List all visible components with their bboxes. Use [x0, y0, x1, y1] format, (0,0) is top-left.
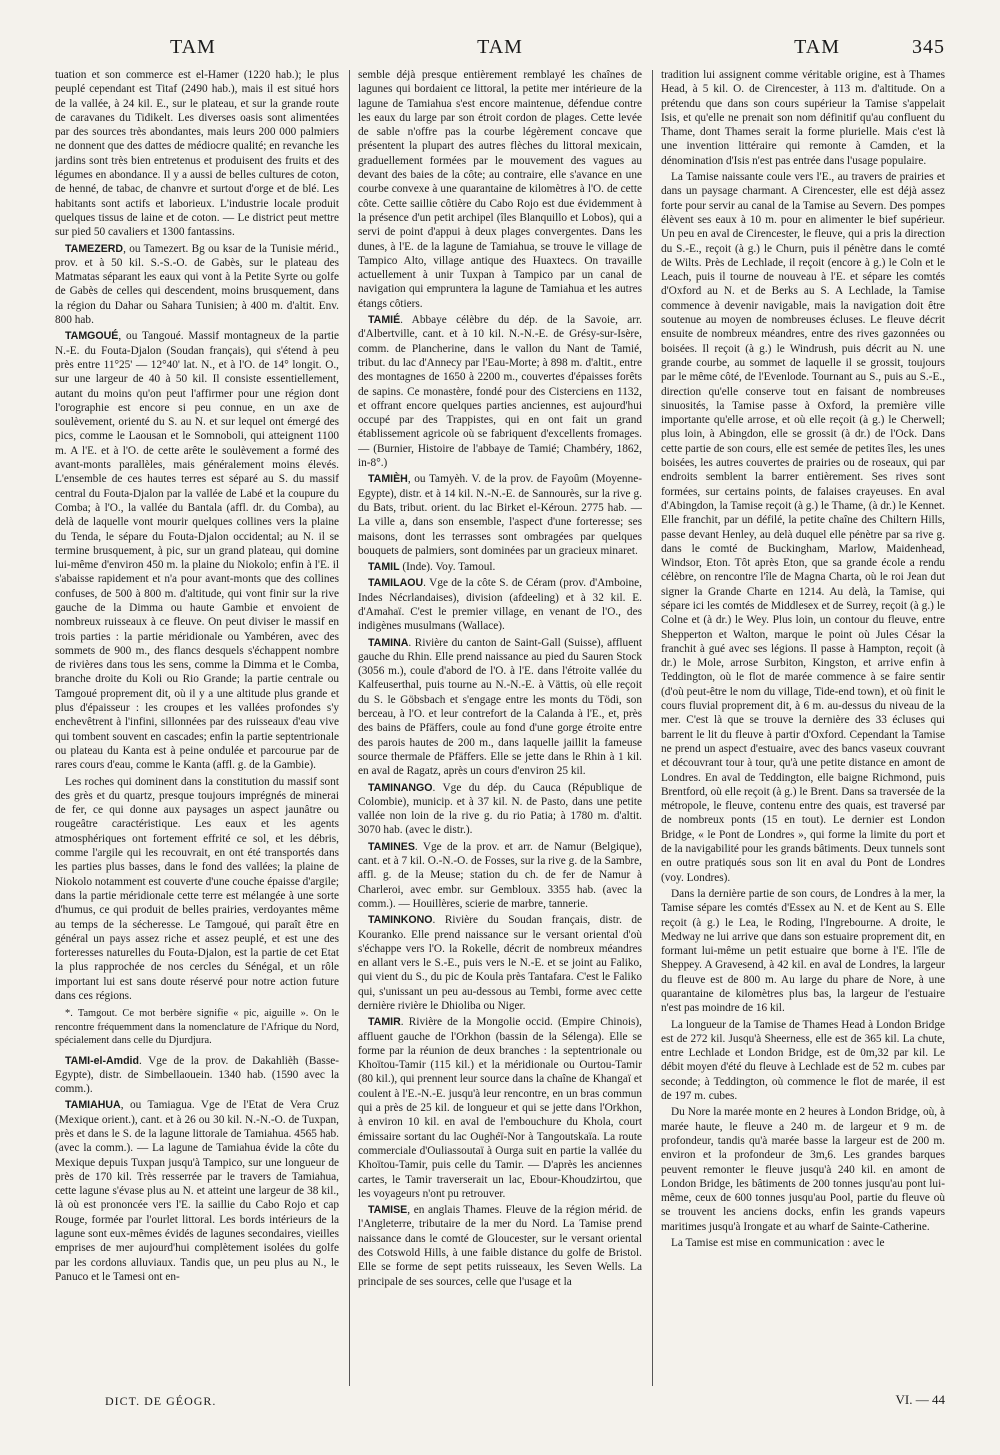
entry-text: La Tamise est mise en communication : avec le [671, 1237, 885, 1250]
entry-note [55, 1007, 339, 1047]
entry-text: . Abbaye célèbre du dép. de la Savoie, arr. d'Albertville, cant. et à 10 kil. N.-N.-E. de Grésy-sur-Isère, comm. de Plancherine, dans le vallon du Nant de Tamié, tribut. du lac d'Annecy par l'Eau-Morte; à 898 m. d'altit., entre des montagnes de 1650 à 2200 m., couvertes d'épaisses forêts de sapins. Ce monastère, fondé pour des Cisterciens en 1132, et offrant encore quelques parties anciennes, est aujourd'hui occupé par des Trappistes, qui en ont fait un grand établissement agricole où se fabriquent d'excellents fromages. — (Burnier, Histoire de l'abbaye de Tamié; Chambéry, 1862, in-8°.) [358, 314, 642, 470]
entry-text: . Vge de la prov. et arr. de Namur (Belgique), cant. et à 7 kil. O.-N.-O. de Fosses, sur la rive g. de la Sambre, affl. g. de la Meuse; station du ch. de fer de Namur à Charleroi, avec embr. sur Gembloux. 3355 hab. (avec la comm.). — Houillères, scierie de marbre, tannerie. [358, 840, 642, 910]
page-footer [55, 1392, 945, 1416]
dictionary-entry [358, 472, 642, 558]
dictionary-entry [55, 242, 339, 328]
entry-headword: TAMEZERD [65, 242, 124, 255]
entry-headword: TAMILAOU [368, 577, 424, 590]
entry-headword: TAMIL [368, 561, 400, 574]
entry-headword: TAMISE [368, 1204, 408, 1217]
entry-headword: TAMINA [368, 636, 409, 649]
entry-text: *. Tamgout. Ce mot berbère signifie « pic, aiguille ». On le rencontre fréquemment dans la nomenclature de l'Afrique du Nord, spécialement dans celle du Djurdjura. [55, 1008, 339, 1047]
entry-headword: TAMI-el-Amdid [65, 1054, 139, 1067]
entry-paragraph [55, 68, 339, 240]
entry-paragraph [661, 887, 945, 1016]
dictionary-entry [358, 636, 642, 779]
entry-text: . Vge du dép. du Cauca (République de Colombie), municip. et à 37 kil. N. de Pasto, dans une petite vallée non loin de la rive g. du rio Patia; à 1780 m. d'altit. 3070 hab. (avec le distr.). [358, 781, 642, 837]
dictionary-entry [358, 781, 642, 838]
entry-paragraph [661, 1018, 945, 1104]
entry-paragraph [661, 1236, 945, 1250]
header-center-word: TAM [477, 36, 523, 58]
dictionary-entry [358, 913, 642, 1013]
column-2 [358, 68, 642, 1388]
entry-headword: TAMINES [368, 840, 415, 853]
entry-paragraph [661, 68, 945, 168]
entry-text: , en anglais Thames. Fleuve de la région mérid. de l'Angleterre, tributaire de la mer du Nord. La Tamise prend naissance dans le comté de Gloucester, sur le versant oriental des Cotswold Hills, à une faible distance du golfe de Bristol. Elle se forme de sept petits ruisseaux, les Seven Wells. La principale de ses sources, celle que l'usage et la [358, 1204, 642, 1288]
entry-text: . Rivière du Soudan français, distr. de Kouranko. Elle prend naissance sur le versant oriental d'où s'échappe vers l'O. la Rokelle, décrit de nombreux méandres en allant vers le S.-E., puis vers le N.-E. et se joint au Faliko, qui vient du S., du pic de Koula près Tantafara. C'est le Faliko qui, s'unissant un peu au-dessous au Tembi, forme avec cette dernière rivière le Dhioliba ou Niger. [358, 914, 642, 1012]
column-1 [55, 68, 339, 1388]
dictionary-entry [358, 576, 642, 633]
entry-text: , ou Tamezert. Bg ou ksar de la Tunisie mérid., prov. et à 50 kil. S.-S.-O. de Gabès, sur le plateau des Matmatas séparant les eaux qui vont à la Petite Syrte ou golfe de Gabès de celles qui descendent, moins brusquement, dans la région du Dahar ou Sahara Tunisien; à 400 m. d'altit. Env. 800 hab. [55, 242, 339, 327]
entry-paragraph [661, 170, 945, 885]
entry-text: semble déjà presque entièrement remblayé les chaînes de lagunes qui bordaient ce littoral, la petite mer intérieure de la lagune de Tamiahua s'est encore maintenue, défendue contre les eaux du large par son étroit cordon de plages. Cette levée de sable n'offre pas la courbe légèrement concave que présentent la plupart des autres flèches du littoral mexicain, graduellement formées par le mouvement des vagues au devant des baies de la côte; au contraire, elle s'avance en une courbe convexe à une quarantaine de kilomètres à l'O. de cette côte. Cette saillie côtière du Cabo Rojo est due évidemment à la présence d'un petit archipel (îles Blanquillo et Lobos), qui a servi de point d'appui à deux plages convergentes. Dans les dunes, à l'E. de la lagune de Tamiahua, se trouve le village de Tampico Alto, village antique des Huaxtecs. On travaille actuellement à unir Tuxpan à Tampico par un canal de navigation qui emprunterа la lagune de Tamiahua et les autres étangs côtiers. [358, 69, 642, 310]
dictionary-entry [358, 1015, 642, 1201]
entry-paragraph [55, 775, 339, 1004]
page-number: 345 [912, 36, 945, 58]
entry-headword: TAMINKONO [368, 914, 433, 927]
entry-text: . Rivière de la Mongolie occid. (Empire Chinois), affluent gauche de l'Orkhon (bassin de la Sélenga). Elle se forme par la réunion de deux branches : la septentrionale ou Khoïtou-Tamir (115 kil.) et la méridionale ou Ourtou-Tamir (80 kil.), qui prennent leur source dans la chaîne de Khangaï et coulent à l'E.-N.-E. jusqu'à leur rencontre, en un bras commun qui a près de 25 kil. de longueur et qui se jette dans l'Orkhon, à environ 10 kil. en aval de l'embouchure du Khola, court émissaire sortant du lac Oughéï-Nor à Tangoutskaïa. La route commerciale d'Ouliassoutaï à Ourga suit en partie la vallée du Khoïtou-Tamir, puis celle du Tamir. — D'après les anciennes cartes, le Tamir traverserait un lac, Ebour-Khoudzirtou, que les voyageurs n'ont pu retrouver. [358, 1016, 642, 1200]
dictionary-entry [358, 840, 642, 911]
entry-text: tuation et son commerce est el-Hamer (1220 hab.); le plus peuplé cependant est Titaf (2490 hab.), mais il est situé hors de la vallée, à 24 kil. E., sur le plateau, et sur la grande route de caravanes du Tidikelt. Les diverses oasis sont alimentées par des sources très abondantes, mais leurs 200 000 palmiers ne donnent que des dattes de médiocre qualité; en revanche les jardins sont très bien entretenus et produisent des fruits et des légumes en abondance. Il y a aussi de belles cultures de coton, de henné, de tabac, de chanvre et surtout d'orge et de blé. Les habitants sont actifs et laborieux. L'industrie locale produit quelques tissus de laine et de coton. — Le district peut mettre sur pied 50 cavaliers et 1300 fantassins. [55, 69, 339, 239]
dictionary-entry [55, 1054, 339, 1097]
footer-signature: DICT. DE GÉOGR. [105, 1394, 217, 1408]
entry-paragraph [661, 1105, 945, 1234]
entry-text: La Tamise naissante coule vers l'E., au travers de prairies et dans un paysage charmant. A Cirencester, elle est déjà assez forte pour servir au canal de la Tamise au Severn. Des pompes élèvent ses eaux à 10 m. pour en alimenter le bief supérieur. Un peu en aval de Cirencester, le fleuve, qui a pris la direction du S.-E., reçoit (à g.) le Churn, puis il pénètre dans le comté de Wilts. Près de Lechlade, il reçoit (encore à g.) le Coln et le Leach, puis il tourne de nouveau à l'E. et sépare les comtés d'Oxford au N. et de Berks au S. A Lechlade, la Tamise commence à devenir navigable, mais la navigation doit être soutenue au moyen de nombreuses écluses. Le fleuve décrit ensuite de nombreux méandres, entre des rives gazonnées ou boisées. Il reçoit (à g.) le Windrush, puis décrit au N. une grande courbe, au sommet de laquelle il se grossit, toujours par le même côté, de l'Evenlode. Tournant au S., puis au S.-E., direction qu'elle conserve tout en faisant de nombreuses sinuosités, la Tamise passe à Oxford, la première ville importante qu'elle arrose, et où elle reçoit (à g.) le Cherwell; plus loin, à Abingdon, elle se grossit (à dr.) de l'Ock. Dans cette partie de son cours, elle est semée de petites îles, les unes boisées, les autres couvertes de prairies ou de roseaux, qui par endroits semblent la barrer entièrement. Ses rives sont formées, sur certains points, de falaises crayeuses. En aval d'Abingdon, la Tamise reçoit (à g.) le Thame, (à dr.) le Kennet. Elle franchit, par un défilé, la petite chaîne des Chiltern Hills, passe devant Henley, au delà duquel elle pénètre par sa rive g. dans le comté de Buckingham, Marlow, Maidenhead, Windsor, Eton. Tôt après Eton, que sa grande école a rendu célèbre, on rencontre l'île de Magna Charta, où le roi Jean dut signer la Grande Charte en 1214. Au delà, la Tamise, qui sépare ici les comtés de Middlesex et de Surrey, reçoit (à g.) le Colne et (à dr.) le Wey. Plus loin, un contour du fleuve, entre Shepperton et Walton, marque le point où Jules César la franchit à gué avec ses légions. Il passe à Hampton, reçoit (à dr.) le Mole, arrose Surbiton, Kingston, et arrive enfin à Teddington, où le flot de marée commence à se faire sentir (d'où peut-être le nom du village, Tide-end town), et où finit le cours fluvial proprement dit, à 6 m. au-dessus du niveau de la mer. C'est là que se trouve la dernière des 33 écluses qui barrent le lit du fleuve à partir d'Oxford. Cependant la Tamise ne prend un aspect d'estuaire, avec des bancs vaseux couvrant et découvrant tour à tour, qu'à une petite distance en amont de Londres. En aval de Teddington, elle baigne Richmond, puis Brentford, où elle reçoit (à g.) le Brent. Dans sa traversée de la métropole, le fleuve, contenu entre des quais, est traversé par de nombreux ponts (15 en tout). Le dernier est London Bridge, « le Pont de Londres », qui forme la limite du port et de la navigabilité pour les grands bâtiments. Deux tunnels sont en outre pratiqués sous son lit en aval du Pont de Londres (voy. Londres). [661, 171, 945, 884]
entry-text: , ou Tangoué. Massif montagneux de la partie N.-E. du Fouta-Djalon (Soudan français), qui s'étend à peu près entre 11°25' — 12°40' lat. N., et à l'O. de 14° longit. O., sur une largeur de 40 à 50 kil. Il consiste essentiellement, autant du moins qu'on peut l'affirmer pour une région dont l'orographie est encore si peu connue, en un axe de soulèvement, orienté du S. au N. et sur lequel ont émergé des pics, comme le Laousan et le Somnoboli, qui atteignent 1100 m. A l'E. et à l'O. de cette arête le soulèvement a formé des avant-monts parallèles, mais généralement moins élevés. L'ensemble de ces hautes terres est séparé au S. du massif central du Fouta-Djalon par la vallée de Labé et la coupure du Comba; à l'O., la vallée du Bantala (affl. dr. du Comba), au delà de laquelle vont mourir quelques collines vers la plaine du Tenda, le sépare du Fouta-Djalon occidental; au N. il se termine brusquement, à pic, sur un grand plateau, qui domine lui-même d'environ 450 m. la plaine du Niokolo; enfin à l'E. il s'abaisse rapidement et n'a pour avant-monts que des collines confuses, de 500 à 800 m. d'altitude, qui vont finir sur la rive gauche de la Dimma ou haute Gambie et envoient de nombreux ruisseaux à ce fleuve. On peut diviser le massif en trois parties : la partie méridionale ou Yambéren, avec des sommets de 900 m., des flancs desquels s'échappent nombre de rivières dans tous les sens, comme la Dimma et le Comba, branche droite du Koli ou Rio Grande; la partie centrale ou Tamgoué proprement dit, où il y a une altitude plus grande et plus d'épaisseur : les croupes et les vallées profondes s'y enchevêtrent à l'infini, sillonnées par des ruisseaux d'eau vive qui tombent souvent en cascades; enfin la partie septentrionale ou plateau du Kanta est à peine ondulée et parcourue par de rares cours d'eau, comme le Kanta (affl. g. de la Gambie). [55, 330, 339, 772]
dictionary-entry [55, 329, 339, 772]
entry-headword: TAMIÈH [368, 473, 408, 486]
entry-headword: TAMIR [368, 1016, 401, 1029]
header-right-word: TAM [794, 36, 840, 58]
entry-text: Du Nore la marée monte en 2 heures à London Bridge, où, à marée haute, le fleuve a 240 m. de largeur et 9 m. de profondeur, tandis qu'à marée basse la largeur est de 200 m. environ et la profondeur de 3m,6. Les grandes barques peuvent remonter le fleuve jusqu'à 240 kil. en amont de London Bridge, les bâtiments de 200 tonnes jusqu'au pont lui-même, ceux de 600 tonnes jusqu'au Pool, partie du fleuve où se trouvent les anciens docks, enfin les grands vapeurs maritimes jusqu'à Irongate et au wharf de Sainte-Catherine. [661, 1106, 945, 1233]
entry-text: , ou Tamyèh. V. de la prov. de Fayoûm (Moyenne-Egypte), distr. et à 14 kil. N.-N.-E. de Sannourès, sur la rive g. du Bats, tribut. orient. du lac Birket el-Kéroun. 2775 hab. — La ville a, dans son ensemble, l'aspect d'une forteresse; ses maisons, dont les terrasses sont ombragées par quelques bouquets de palmiers, sont dominées par un gracieux minaret. [358, 473, 642, 557]
text-columns [55, 68, 945, 1388]
entry-text: . Vge de la côte S. de Céram (prov. d'Amboine, Indes Nécrlandaises), division (afdeeling) et à 32 kil. E. d'Amahaï. C'est le premier village, en venant de l'O., des indigènes musulmans (Wallace). [358, 577, 642, 633]
entry-text: Dans la dernière partie de son cours, de Londres à la mer, la Tamise sépare les comtés d'Essex au N. et de Kent au S. Elle reçoit (à g.) le Lea, le Roding, l'Ingrebourne. A droite, le Medway ne lui arrive que dans son estuaire proprement dit, en formant lui-même un petit estuaire que borne à l'E. l'île de Sheppey. A Gravesend, à 42 kil. en aval de Londres, la largeur du fleuve est de 800 m. Au large du phare de Nore, à une quarantaine de kilomètres plus bas, la largeur de l'estuaire n'est pas moindre de 16 kil. [661, 887, 945, 1015]
entry-headword: TAMIAHUA [65, 1099, 121, 1112]
entry-text: (Inde). Voy. Tamoul. [399, 561, 496, 574]
entry-headword: TAMINANGO [368, 781, 433, 794]
running-header [55, 30, 945, 64]
header-left-word: TAM [170, 36, 216, 58]
column-3 [661, 68, 945, 1388]
dictionary-entry [358, 560, 642, 574]
dictionary-entry [358, 313, 642, 470]
entry-text: . Rivière du canton de Saint-Gall (Suisse), affluent gauche du Rhin. Elle prend naissance au pied du Sauren Stock (3056 m.), coule d'abord de l'O. à l'E. dans l'étroite vallée du Kalfeuserthal, puis tourne au N.-N.-E. à Vättis, où elle reçoit du S. le Göbsbach et s'engage entre les monts du Tödi, son berceau, à l'O. et leur contrefort de la Calanda à l'E., et, près des bains de Pfäffers, coule au fond d'une gorge étroite entre des parois hautes de 200 m., dans laquelle jaillit la fameuse source thermale de Pfäffers. Elle se jette dans le Rhin à 1 kil. en aval de Ragatz, après un cours d'environ 25 kil. [358, 636, 642, 778]
entry-text: , ou Tamiagua. Vge de l'Etat de Vera Cruz (Mexique orient.), cant. et à 26 ou 30 kil. N.-N.-O. de Tuxpan, près et dans le S. de la lagune littorale de Tamiahua. 4565 hab. (avec la comm.). — La lagune de Tamiahua évide la côte du Mexique depuis Tuxpan jusqu'à Tampico, sur une longueur de près de 170 kil. Très resserrée par le travers de Tamiahua, cette lagune s'évase plus au N. et atteint une largeur de 38 kil., là où est prononcée vers l'E. la saillie du Cabo Rojo et cap Rouge, formée par l'ourlet littoral. Les bords intérieurs de la lagune sont eux-mêmes évidés de lagunes secondaires, vieilles emprises de mer aujourd'hui complètement isolées du golfe par les cordons alluviaux. Tandis que, un peu plus au N., le Panuco et le Tamesi ont en- [55, 1099, 339, 1283]
dictionary-entry [358, 1203, 642, 1289]
dictionary-entry [55, 1098, 339, 1284]
entry-headword: TAMGOUÉ [65, 330, 119, 343]
entry-headword: TAMIÉ [368, 314, 401, 327]
entry-text: . Vge de la prov. de Dakahlièh (Basse-Egypte), distr. de Simbellaouein. 1340 hab. (1590 avec la comm.). [55, 1054, 339, 1096]
entry-text: tradition lui assignent comme véritable origine, est à Thames Head, à 5 kil. O. de Cirencester, à 113 m. d'altitude. On a prétendu que dans son cours supérieur la Tamise s'appelait Isis, et qu'elle ne prenait son nom définitif qu'au confluent du Thame, dont Thames serait la forme plurielle. Mais c'est là une invention littéraire qui remonte à Camden, et la dénomination d'Isis n'est pas entrée dans l'usage populaire. [661, 69, 945, 167]
footer-volume-sheet: VI. — 44 [895, 1392, 945, 1407]
entry-text: Les roches qui dominent dans la constitution du massif sont des grès et du quartz, presque toujours imprégnés de minerai de fer, ce qui donne aux paysages un aspect jaunâtre ou rougeâtre caractéristique. Les eaux et les agents atmosphériques ont fortement effrité ce sol, et les débris, comme l'argile qui les recouvrait, en ont été transportés dans les parties plus basses, dans le fond des vallées; la plaine de Niokolo notamment est couverte d'une couche épaisse d'argile; dans la partie méridionale cette terre est mélangée à une sorte d'humus, ce qui produit de belles prairies, verdoyantes même au temps de la sécheresse. Le Tamgoué, qui paraît être en général un pays assez riche et assez peuplé, et est une des forteresses naturelles du Fouta-Djalon, est la partie de cet Etat la plus rapprochée de nos cercles du Sénégal, et un rôle important lui est sans doute réservé pour notre action future dans ces régions. [55, 775, 339, 1002]
entry-text: La longueur de la Tamise de Thames Head à London Bridge est de 272 kil. Jusqu'à Sheerness, elle est de 365 kil. La chute, entre Lechlade et London Bridge, est de 0m,32 par kil. Le débit moyen d'été du fleuve à Lechlade est de 52 m. cubes par seconde; à Teddington, où commence le flot de marée, il est de 197 m. cubes. [661, 1018, 945, 1103]
entry-paragraph [358, 68, 642, 311]
